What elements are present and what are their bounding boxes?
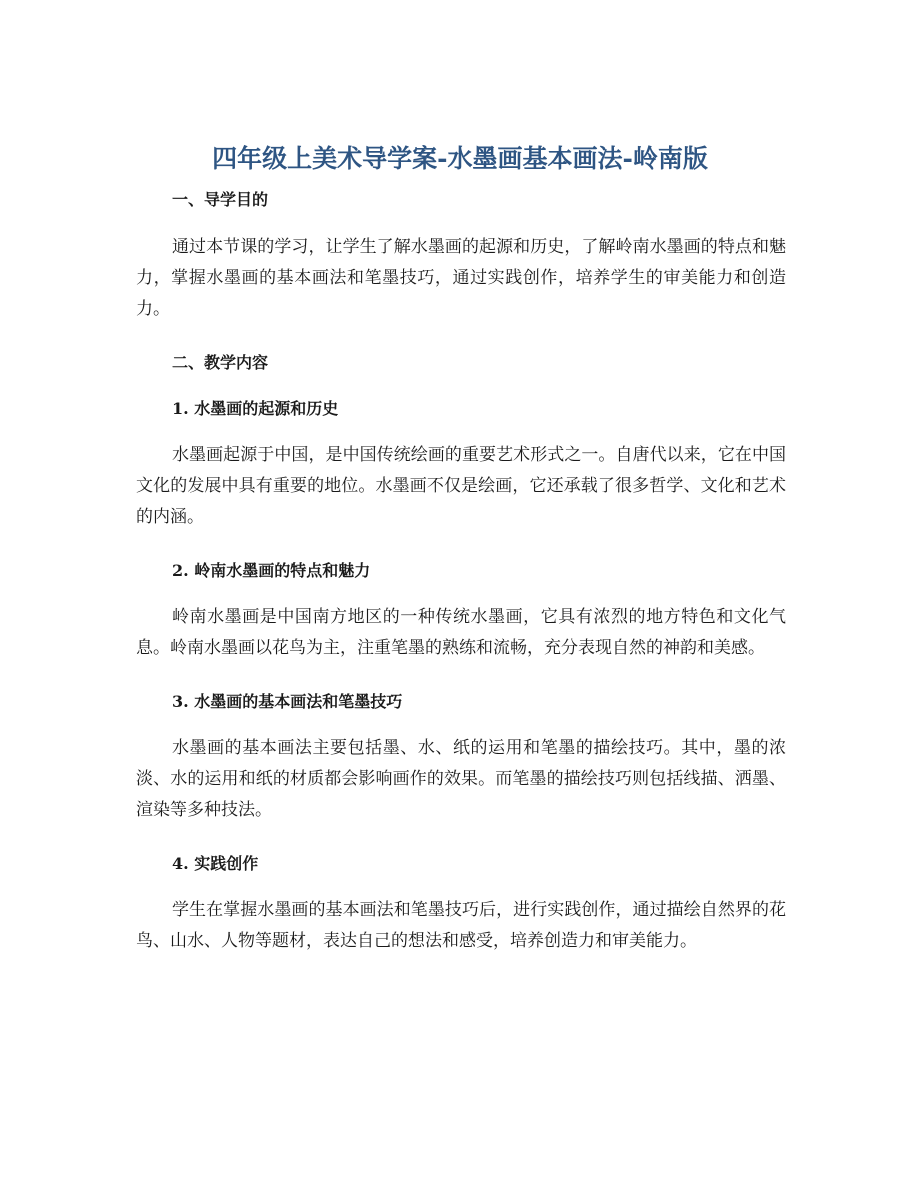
subsection-paragraph-origin: 水墨画起源于中国，是中国传统绘画的重要艺术形式之一。自唐代以来，它在中国文化的发展中具有重要的地位。水墨画不仅是绘画，它还承载了很多哲学、文化和艺术的内涵。	[136, 445, 786, 527]
subsection-heading-practice: 4. 实践创作	[172, 854, 259, 873]
subsection-paragraph-practice: 学生在掌握水墨画的基本画法和笔墨技巧后，进行实践创作，通过描绘自然界的花鸟、山水、人物等题材，表达自己的想法和感受，培养创造力和审美能力。	[136, 900, 786, 951]
subsection-heading-origin: 1. 水墨画的起源和历史	[172, 399, 339, 418]
subsection-paragraph-techniques: 水墨画的基本画法主要包括墨、水、纸的运用和笔墨的描绘技巧。其中，墨的浓淡、水的运用和纸的材质都会影响画作的效果。而笔墨的描绘技巧则包括线描、洒墨、渲染等多种技法。	[136, 738, 786, 820]
section-paragraph-goals: 通过本节课的学习，让学生了解水墨画的起源和历史，了解岭南水墨画的特点和魅力，掌握水墨画的基本画法和笔墨技巧，通过实践创作，培养学生的审美能力和创造力。	[136, 237, 786, 319]
subsection-heading-techniques: 3. 水墨画的基本画法和笔墨技巧	[172, 692, 403, 711]
subsection-heading-lingnan: 2. 岭南水墨画的特点和魅力	[172, 561, 371, 580]
document-body	[136, 185, 786, 957]
document-title: 四年级上美术导学案-水墨画基本画法-岭南版	[212, 144, 708, 173]
section-heading-content: 二、教学内容	[172, 353, 269, 372]
subsection-paragraph-lingnan: 岭南水墨画是中国南方地区的一种传统水墨画，它具有浓烈的地方特色和文化气息。岭南水墨画以花鸟为主，注重笔墨的熟练和流畅，充分表现自然的神韵和美感。	[136, 607, 786, 658]
section-heading-goals: 一、导学目的	[172, 190, 269, 209]
